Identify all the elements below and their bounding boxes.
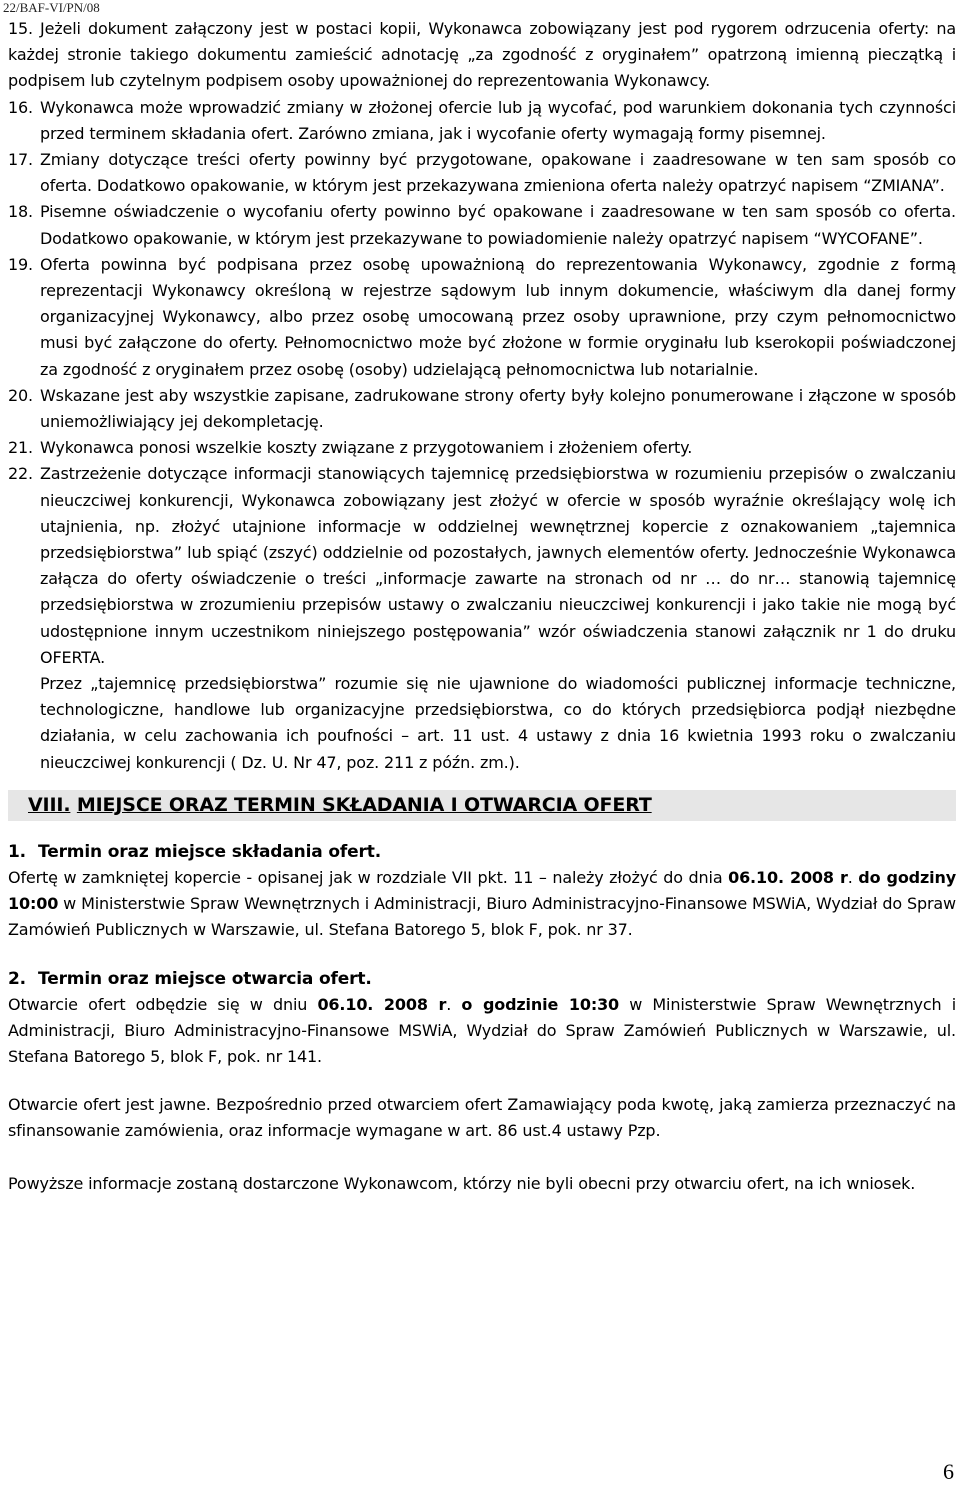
item-22 [8,461,956,671]
item-text: Oferta powinna być podpisana przez osobę upoważnioną do reprezentowania Wykonawcy, zgodnie z formą reprezentacji Wykonawcy określoną w rejestrze sądowym lub innym dokumencie, właściwym dla danej formy organizacyjnej Wykonawcy, albo przez osobę umocowaną przez osoby uprawnione, przy czym pełnomocnictwo musi być załączone do oferty. Pełnomocnictwo może być złożone w formie oryginału lub kserokopii poświadczonej za zgodność z oryginałem przez osobę (osoby) udzielającą pełnomocnictwa lub notarialnie. [40,254,956,379]
item-number: 19. [8,254,33,274]
item-21 [8,435,956,461]
item-text: Jeżeli dokument załączony jest w postaci kopii, Wykonawca zobowiązany jest pod rygorem odrzucenia oferty: na każdej stronie takiego dokumentu zamieścić adnotację „za zgodność z oryginałem” opatrzoną imienną pieczątką i podpisem lub czytelnym podpisem osoby upoważnionej do reprezentowania Wykonawcy. [8,19,956,91]
section-heading [8,790,956,821]
page-number: 6 [943,1459,954,1484]
submission-paragraph [8,865,956,944]
submission-date: 06.10. 2008 r [728,867,848,887]
text-run: w Ministerstwie Spraw Wewnętrznych i Administracji, Biuro Administracyjno-Finansowe MSWiA, Wydział do Spraw Zamówień Publicznych w Warszawie, ul. Stefana Batorego 5, blok F, pok. nr 37. [8,894,956,940]
opening-time: o godzinie 10:30 [461,994,620,1014]
item-number: 17. [8,150,33,170]
text-run: Ofertę w zamkniętej kopercie - opisanej jak w rozdziale VII pkt. 11 – należy złożyć do dnia [8,867,729,887]
subheading-number: 1. [8,841,26,862]
opening-paragraph [8,992,956,1071]
subheading-submission [8,839,956,865]
item-text: Wykonawca ponosi wszelkie koszty związane z przygotowaniem i złożeniem oferty. [40,438,693,458]
item-16 [8,95,956,147]
item-number: 21. [8,438,33,458]
item-text: Zmiany dotyczące treści oferty powinny być przygotowane, opakowane i zaadresowane w ten sam sposób co oferta. Dodatkowo opakowanie, w którym jest przekazywana zmieniona oferta należy opatrzyć napisem “ZMIANA”. [40,150,956,196]
subheading-number: 2. [8,968,26,989]
item-text: Pisemne oświadczenie o wycofaniu oferty powinno być opakowane i zaadresowane w ten sam sposób co oferta. Dodatkowo opakowanie, w którym jest przekazywane to powiadomienie należy opatrzyć napisem “WYCOFANE”. [40,202,956,248]
item-22-definition: Przez „tajemnicę przedsiębiorstwa” rozumie się nie ujawnione do wiadomości publicznej informacje techniczne, technologiczne, handlowe lub organizacyjne przedsiębiorstwa, co do których przedsiębiorca podjął niezbędne działania, w celu zachowania ich poufności – art. 11 ust. 4 ustawy z dnia 16 kwietnia 1993 roku o zwalczaniu nieuczciwej konkurencji ( Dz. U. Nr 47, poz. 211 z późn. zm.). [40,674,956,772]
item-number: 22. [8,464,33,484]
text-run: . [847,867,859,887]
subheading-opening [8,966,956,992]
item-number: 16. [8,97,33,117]
information-paragraph: Powyższe informacje zostaną dostarczone Wykonawcom, którzy nie byli obecni przy otwarciu ofert, na ich wniosek. [8,1173,916,1193]
item-text: Wykonawca może wprowadzić zmiany w złożonej ofercie lub ją wycofać, pod warunkiem dokonania tych czynności przed terminem składania ofert. Zarówno zmiana, jak i wycofanie oferty wymagają formy pisemnej. [40,97,956,143]
item-text: Wskazane jest aby wszystkie zapisane, zadrukowane strony oferty były kolejno ponumerowane i złączone w sposób uniemożliwiający jej dekompletację. [40,385,956,432]
section-title: MIEJSCE ORAZ TERMIN SKŁADANIA I OTWARCIA OFERT [76,793,652,816]
subheading-title: Termin oraz miejsce otwarcia ofert. [38,968,372,989]
opening-date: 06.10. 2008 r [317,994,447,1014]
text-run: . [446,994,462,1014]
item-19 [8,252,956,383]
item-number: 15. [8,19,33,38]
submission-time: do godziny 10:00 [8,867,956,914]
item-number: 18. [8,202,33,222]
spacer [8,1145,956,1171]
item-number: 20. [8,385,33,405]
text-run: w Ministerstwie Spraw Wewnętrznych i Administracji, Biuro Administracyjno-Finansowe MSWiA, Wydział do Spraw Zamówień Publicznych w Warszawie, ul. Stefana Batorego 5, blok F, pok. nr 141. [8,994,957,1066]
spacer [8,1070,956,1092]
public-opening-paragraph: Otwarcie ofert jest jawne. Bezpośrednio przed otwarciem ofert Zamawiający poda kwotę, jaką zamierza przeznaczyć na sfinansowanie zamówienia, oraz informacje wymagane w art. 86 ust.4 ustawy Pzp. [8,1095,956,1141]
item-text: Zastrzeżenie dotyczące informacji stanowiących tajemnicę przedsiębiorstwa w rozumieniu przepisów o zwalczaniu nieuczciwej konkurencji, Wykonawca zobowiązany jest złożyć w ofercie w sposób wyraźnie określający wolę ich utajnienia, np. złożyć utajnione informacje w oddzielnej wewnętrznej kopercie z oznakowaniem „tajemnica przedsiębiorstwa” lub spiąć (zszyć) oddzielnie od pozostałych, jawnych elementów oferty. Jednocześnie Wykonawca załącza do oferty oświadczenie o treści „informacje zawarte na stronach od nr … do nr… stanowią tajemnicę przedsiębiorstwa w zrozumieniu przepisów ustawy o zwalczaniu nieuczciwej konkurencji i jako takie nie mogą być udostępnione innym uczestnikom niniejszego postępowania” wzór oświadczenia stanowi załącznik nr 1 do druku OFERTA. [40,464,956,667]
item-15 [8,16,956,95]
text-run: Otwarcie ofert odbędzie się w dniu [8,994,318,1014]
document-page [8,16,956,1197]
item-18 [8,199,956,251]
document-reference: 22/BAF-VI/PN/08 [3,0,100,15]
item-17 [8,147,956,199]
section-number: VIII. [28,793,71,816]
item-20 [8,383,956,435]
subheading-title: Termin oraz miejsce składania ofert. [38,841,382,862]
